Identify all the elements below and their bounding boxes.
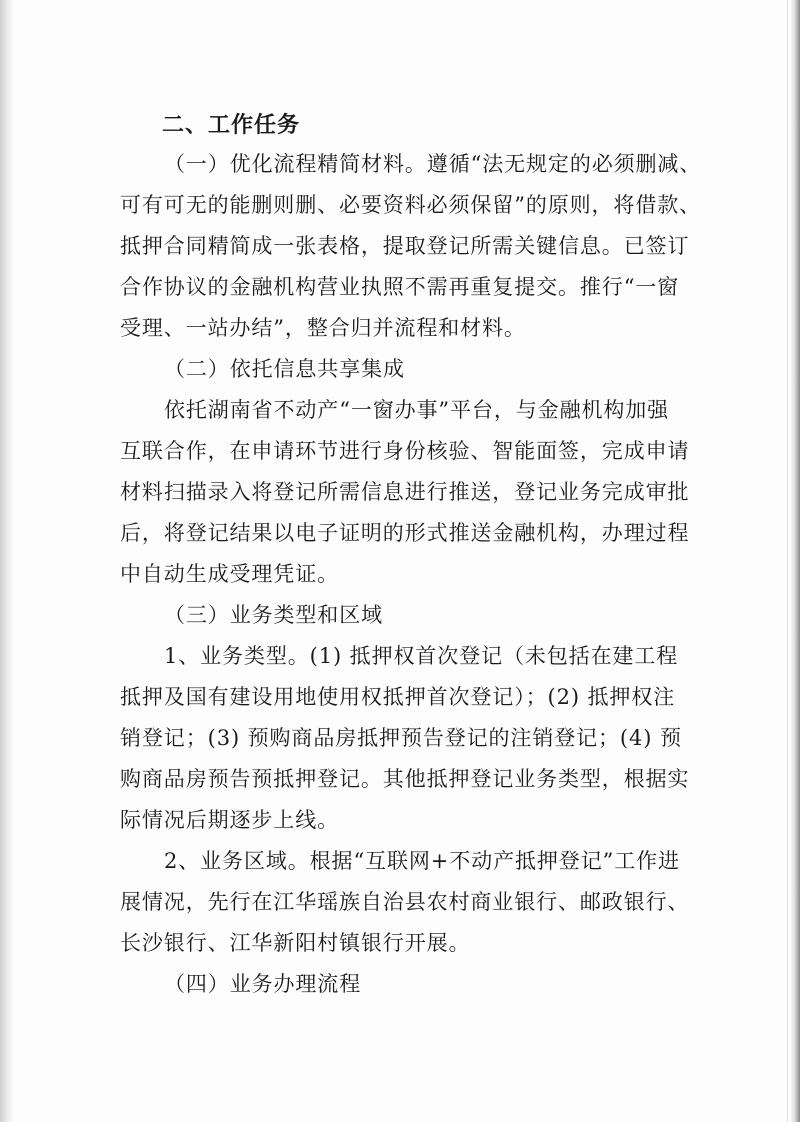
item3-sub1-line-3: 销登记；(3) 预购商品房抵押预告登记的注销登记；(4) 预: [120, 726, 682, 750]
item1-line-4: 合作协议的金融机构营业执照不需再重复提交。推行“一窗: [120, 275, 680, 299]
item3-sub1-line-5: 际情况后期逐步上线。: [120, 808, 339, 832]
item2-line-2: 互联合作，在申请环节进行身份核验、智能面签，完成申请: [120, 439, 690, 463]
item1-line-2: 可有可无的能删则删、必要资料必须保留”的原则，将借款、: [120, 193, 702, 217]
item2-line-5: 中自动生成受理凭证。: [120, 562, 339, 586]
section-heading: 二、工作任务: [162, 113, 301, 138]
scan-edge-left: [0, 0, 14, 1122]
item1-line-1: （一）优化流程精简材料。遵循“法无规定的必须删减、: [164, 152, 702, 176]
item2-line-1: 依托湖南省不动产“一窗办事”平台，与金融机构加强: [164, 398, 670, 422]
item1-line-3: 抵押合同精简成一张表格，提取登记所需关键信息。已签订: [120, 234, 690, 258]
scan-edge-right-line: [787, 0, 788, 1122]
item3-sub1-line-1: 1、业务类型。(1) 抵押权首次登记（未包括在建工程: [164, 644, 679, 668]
item2-line-3: 材料扫描录入将登记所需信息进行推送，登记业务完成审批: [120, 480, 690, 504]
item3-sub2-line-1: 2、业务区域。根据“互联网+不动产抵押登记”工作进: [164, 849, 680, 873]
scan-edge-right: [790, 0, 800, 1122]
item3-sub2-line-2: 展情况，先行在江华瑶族自治县农村商业银行、邮政银行、: [120, 890, 690, 914]
item4-title: （四）业务办理流程: [164, 972, 362, 996]
item3-sub1-line-2: 抵押及国有建设用地使用权抵押首次登记）；(2) 抵押权注: [120, 685, 676, 709]
item2-title: （二）依托信息共享集成: [164, 357, 405, 381]
item3-title: （三）业务类型和区域: [164, 603, 383, 627]
item3-sub1-line-4: 购商品房预告预抵押登记。其他抵押登记业务类型，根据实: [120, 767, 690, 791]
item3-sub2-line-3: 长沙银行、江华新阳村镇银行开展。: [120, 931, 471, 955]
item1-line-5: 受理、一站办结”，整合归并流程和材料。: [120, 316, 526, 340]
item2-line-4: 后，将登记结果以电子证明的形式推送金融机构，办理过程: [120, 521, 690, 545]
